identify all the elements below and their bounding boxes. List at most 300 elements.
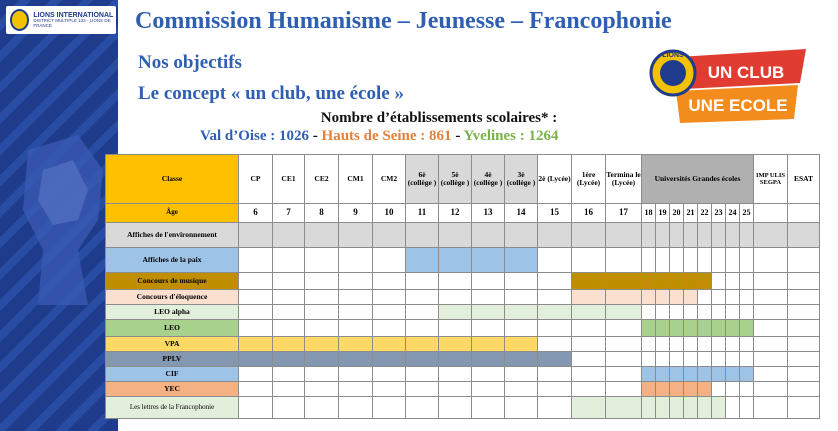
grid-cell (642, 273, 656, 290)
grid-cell (656, 290, 670, 305)
grid-cell (505, 367, 538, 382)
header-cell: Termina le (Lycée) (606, 155, 642, 204)
grid-cell (670, 367, 684, 382)
grid-cell (472, 382, 505, 397)
age-cell: 12 (439, 204, 472, 223)
grid-cell (273, 352, 305, 367)
grid-cell (698, 248, 712, 273)
grid-cell (684, 305, 698, 320)
age-cell: 19 (656, 204, 670, 223)
grid-cell (740, 223, 754, 248)
grid-cell (670, 273, 684, 290)
grid-cell (505, 273, 538, 290)
age-row (106, 204, 820, 223)
table-header-row (106, 155, 820, 204)
grid-cell (373, 223, 406, 248)
grid-cell (472, 223, 505, 248)
grid-cell (684, 223, 698, 248)
grid-cell (740, 367, 754, 382)
stat-separator: - (455, 128, 461, 144)
grid-cell (670, 337, 684, 352)
table-row (106, 367, 820, 382)
header-cell: Classe (106, 155, 239, 204)
grid-cell (373, 367, 406, 382)
row-label: Les lettres de la Francophonie (106, 397, 239, 419)
grid-cell (606, 290, 642, 305)
grid-cell (670, 223, 684, 248)
grid-cell (505, 352, 538, 367)
grid-cell (726, 382, 740, 397)
grid-cell (684, 382, 698, 397)
grid-cell (788, 352, 820, 367)
grid-cell (698, 337, 712, 352)
age-cell: 13 (472, 204, 505, 223)
stat-hauts-seine: Hauts de Seine : 861 (321, 128, 452, 144)
grid-cell (406, 248, 439, 273)
age-cell: 7 (273, 204, 305, 223)
grid-cell (439, 290, 472, 305)
grid-cell (239, 305, 273, 320)
header-cell: 6è (collège ) (406, 155, 439, 204)
grid-cell (339, 367, 373, 382)
grid-cell (538, 320, 572, 337)
row-label: CIF (106, 367, 239, 382)
row-label: PPLV (106, 352, 239, 367)
grid-cell (684, 273, 698, 290)
grid-cell (538, 290, 572, 305)
grid-cell (712, 367, 726, 382)
grid-cell (439, 397, 472, 419)
header-cell: 2è (Lycée) (538, 155, 572, 204)
grid-cell (712, 273, 726, 290)
grid-cell (572, 352, 606, 367)
grid-cell (305, 273, 339, 290)
grid-cell (606, 305, 642, 320)
age-cell: 14 (505, 204, 538, 223)
subtitle-concept: Le concept « un club, une école » (138, 83, 404, 104)
grid-cell (538, 273, 572, 290)
grid-cell (572, 248, 606, 273)
grid-cell (572, 273, 606, 290)
grid-cell (339, 337, 373, 352)
grid-cell (239, 352, 273, 367)
age-cell: 8 (305, 204, 339, 223)
grid-cell (642, 337, 656, 352)
grid-cell (726, 367, 740, 382)
table-row (106, 290, 820, 305)
grid-cell (406, 352, 439, 367)
table-row (106, 397, 820, 419)
grid-cell (712, 337, 726, 352)
grid-cell (472, 248, 505, 273)
grid-cell (339, 305, 373, 320)
grid-cell (439, 320, 472, 337)
grid-cell (740, 273, 754, 290)
grid-cell (339, 273, 373, 290)
grid-cell (788, 337, 820, 352)
grid-cell (712, 223, 726, 248)
grid-cell (712, 290, 726, 305)
stats-counts (200, 128, 559, 145)
stat-val-oise: Val d’Oise : 1026 (200, 128, 310, 144)
badge-line2: UNE ECOLE (688, 96, 788, 115)
grid-cell (606, 397, 642, 419)
grid-cell (505, 305, 538, 320)
grid-cell (472, 352, 505, 367)
grid-cell (726, 352, 740, 367)
grid-cell (373, 248, 406, 273)
grid-cell (656, 352, 670, 367)
grid-cell (698, 352, 712, 367)
age-cell: 16 (572, 204, 606, 223)
grid-cell (740, 305, 754, 320)
age-cell: 21 (684, 204, 698, 223)
grid-cell (273, 367, 305, 382)
grid-cell (698, 290, 712, 305)
grid-cell (572, 290, 606, 305)
grid-cell (740, 290, 754, 305)
grid-cell (472, 290, 505, 305)
table-row (106, 382, 820, 397)
lions-emblem-icon (10, 9, 29, 31)
grid-cell (740, 248, 754, 273)
header-cell: CE2 (305, 155, 339, 204)
table-row (106, 320, 820, 337)
grid-cell (373, 320, 406, 337)
table-row (106, 223, 820, 248)
grid-cell (538, 397, 572, 419)
grid-cell (740, 397, 754, 419)
grid-cell (239, 367, 273, 382)
grid-cell (439, 367, 472, 382)
header-cell: 3è (collège ) (505, 155, 538, 204)
grid-cell (606, 367, 642, 382)
grid-cell (472, 273, 505, 290)
grid-cell (788, 382, 820, 397)
grid-cell (339, 248, 373, 273)
header-cell: CE1 (273, 155, 305, 204)
grid-cell (698, 397, 712, 419)
grid-cell (538, 248, 572, 273)
grid-cell (439, 337, 472, 352)
table-row (106, 273, 820, 290)
grid-cell (698, 382, 712, 397)
age-cell: 18 (642, 204, 656, 223)
grid-cell (788, 305, 820, 320)
grid-cell (726, 273, 740, 290)
grid-cell (273, 337, 305, 352)
grid-cell (305, 337, 339, 352)
grid-cell (670, 305, 684, 320)
age-cell: 9 (339, 204, 373, 223)
age-cell: 25 (740, 204, 754, 223)
grid-cell (656, 320, 670, 337)
grid-cell (606, 320, 642, 337)
grid-cell (538, 337, 572, 352)
sidebar-banner (0, 0, 118, 431)
age-cell: 6 (239, 204, 273, 223)
grid-cell (684, 397, 698, 419)
grid-cell (373, 290, 406, 305)
grid-cell (754, 382, 788, 397)
grid-cell (656, 305, 670, 320)
header-cell: CM1 (339, 155, 373, 204)
grid-cell (606, 337, 642, 352)
grid-cell (472, 305, 505, 320)
logo-line1: LIONS INTERNATIONAL (33, 12, 114, 19)
age-label: Âge (106, 204, 239, 223)
grid-cell (472, 337, 505, 352)
grid-cell (505, 223, 538, 248)
grid-cell (754, 223, 788, 248)
grid-cell (670, 397, 684, 419)
row-label: Affiches de la paix (106, 248, 239, 273)
grid-cell (656, 248, 670, 273)
grid-cell (273, 320, 305, 337)
grid-cell (698, 223, 712, 248)
grid-cell (305, 248, 339, 273)
grid-cell (505, 248, 538, 273)
grid-cell (538, 367, 572, 382)
grid-cell (726, 290, 740, 305)
table-row (106, 248, 820, 273)
grid-cell (670, 382, 684, 397)
grid-cell (406, 305, 439, 320)
grid-cell (273, 397, 305, 419)
grid-cell (606, 223, 642, 248)
grid-cell (572, 305, 606, 320)
grid-cell (788, 320, 820, 337)
grid-cell (642, 397, 656, 419)
table-row (106, 337, 820, 352)
grid-cell (273, 273, 305, 290)
grid-cell (712, 320, 726, 337)
grid-cell (572, 397, 606, 419)
grid-cell (339, 223, 373, 248)
grid-cell (406, 273, 439, 290)
age-cell: 24 (726, 204, 740, 223)
grid-cell (305, 223, 339, 248)
grid-cell (684, 248, 698, 273)
grid-cell (273, 248, 305, 273)
header-cell: Universités Grandes écoles (642, 155, 754, 204)
grid-cell (670, 290, 684, 305)
grid-cell (754, 305, 788, 320)
row-label: LEO alpha (106, 305, 239, 320)
grid-cell (406, 367, 439, 382)
grid-cell (712, 382, 726, 397)
grid-cell (670, 352, 684, 367)
grid-cell (239, 248, 273, 273)
grid-cell (273, 382, 305, 397)
grid-cell (439, 382, 472, 397)
grid-cell (698, 305, 712, 320)
age-cell: 22 (698, 204, 712, 223)
grid-cell (726, 305, 740, 320)
grid-cell (754, 320, 788, 337)
grid-cell (606, 382, 642, 397)
grid-cell (656, 382, 670, 397)
grid-cell (305, 290, 339, 305)
grid-cell (788, 290, 820, 305)
grid-cell (656, 223, 670, 248)
grid-cell (273, 223, 305, 248)
grid-cell (656, 273, 670, 290)
grid-cell (788, 397, 820, 419)
stats-title: Nombre d’établissements scolaires* : (320, 110, 558, 126)
grid-cell (538, 382, 572, 397)
grid-cell (754, 248, 788, 273)
grid-cell (726, 337, 740, 352)
grid-cell (740, 337, 754, 352)
grid-cell (642, 367, 656, 382)
grid-cell (406, 320, 439, 337)
grid-cell (606, 352, 642, 367)
grid-cell (740, 352, 754, 367)
grid-cell (373, 273, 406, 290)
age-cell: 15 (538, 204, 572, 223)
grid-cell (642, 248, 656, 273)
age-cell: 20 (670, 204, 684, 223)
grid-cell (439, 248, 472, 273)
grid-cell (642, 382, 656, 397)
lion-head-icon (18, 130, 108, 310)
header-cell: 1ère (Lycée) (572, 155, 606, 204)
grid-cell (406, 337, 439, 352)
grid-cell (505, 382, 538, 397)
row-label: YEC (106, 382, 239, 397)
grid-cell (572, 320, 606, 337)
grid-cell (670, 248, 684, 273)
table-row (106, 352, 820, 367)
grid-cell (239, 320, 273, 337)
grid-cell (754, 367, 788, 382)
grid-cell (373, 305, 406, 320)
grid-cell (684, 290, 698, 305)
grid-cell (505, 320, 538, 337)
grid-cell (339, 352, 373, 367)
grid-cell (572, 223, 606, 248)
grid-cell (472, 367, 505, 382)
grid-cell (305, 320, 339, 337)
header-cell: ESAT (788, 155, 820, 204)
age-cell (754, 204, 788, 223)
grid-cell (642, 223, 656, 248)
grid-cell (726, 248, 740, 273)
grid-cell (788, 367, 820, 382)
grid-cell (339, 382, 373, 397)
row-label: Concours de musique (106, 273, 239, 290)
grid-cell (670, 320, 684, 337)
program-table (105, 154, 820, 419)
grid-cell (273, 305, 305, 320)
badge-lions-text: LIONS (662, 52, 684, 59)
grid-cell (406, 290, 439, 305)
grid-cell (656, 367, 670, 382)
grid-cell (684, 352, 698, 367)
grid-cell (712, 248, 726, 273)
grid-cell (373, 382, 406, 397)
grid-cell (642, 290, 656, 305)
row-label: Affiches de l'environnement (106, 223, 239, 248)
grid-cell (439, 305, 472, 320)
grid-cell (712, 397, 726, 419)
grid-cell (642, 352, 656, 367)
grid-cell (239, 337, 273, 352)
grid-cell (339, 290, 373, 305)
grid-cell (726, 397, 740, 419)
grid-cell (406, 397, 439, 419)
grid-cell (684, 320, 698, 337)
grid-cell (656, 337, 670, 352)
header-cell: CP (239, 155, 273, 204)
grid-cell (239, 223, 273, 248)
grid-cell (505, 337, 538, 352)
grid-cell (305, 352, 339, 367)
grid-cell (239, 273, 273, 290)
grid-cell (572, 382, 606, 397)
grid-cell (754, 397, 788, 419)
header-cell: 5è (collège ) (439, 155, 472, 204)
grid-cell (642, 320, 656, 337)
grid-cell (373, 397, 406, 419)
grid-cell (572, 337, 606, 352)
grid-cell (754, 273, 788, 290)
grid-cell (740, 382, 754, 397)
grid-cell (788, 248, 820, 273)
grid-cell (740, 320, 754, 337)
grid-cell (698, 273, 712, 290)
grid-cell (788, 223, 820, 248)
grid-cell (642, 305, 656, 320)
grid-cell (606, 273, 642, 290)
grid-cell (472, 397, 505, 419)
grid-cell (712, 352, 726, 367)
grid-cell (239, 290, 273, 305)
logo-line2: DISTRICT MULTIPLE 103 - LIONS DE FRANCE (33, 18, 111, 28)
grid-cell (656, 397, 670, 419)
page-title: Commission Humanisme – Jeunesse – Francophonie (135, 8, 672, 34)
grid-cell (754, 352, 788, 367)
grid-cell (305, 382, 339, 397)
badge-line1: UN CLUB (707, 63, 785, 82)
grid-cell (439, 223, 472, 248)
grid-cell (305, 367, 339, 382)
grid-cell (754, 290, 788, 305)
grid-cell (572, 367, 606, 382)
grid-cell (788, 273, 820, 290)
stat-yvelines: Yvelines : 1264 (463, 128, 559, 144)
grid-cell (684, 367, 698, 382)
grid-cell (505, 290, 538, 305)
header-cell: 4è (collège ) (472, 155, 505, 204)
age-cell: 11 (406, 204, 439, 223)
grid-cell (698, 320, 712, 337)
grid-cell (538, 223, 572, 248)
grid-cell (373, 352, 406, 367)
grid-cell (373, 337, 406, 352)
stat-separator: - (312, 128, 318, 144)
grid-cell (339, 320, 373, 337)
subtitle-objectives: Nos objectifs (138, 52, 242, 73)
grid-cell (538, 352, 572, 367)
grid-cell (239, 397, 273, 419)
grid-cell (439, 352, 472, 367)
grid-cell (406, 382, 439, 397)
age-cell (788, 204, 820, 223)
age-cell: 10 (373, 204, 406, 223)
grid-cell (305, 305, 339, 320)
